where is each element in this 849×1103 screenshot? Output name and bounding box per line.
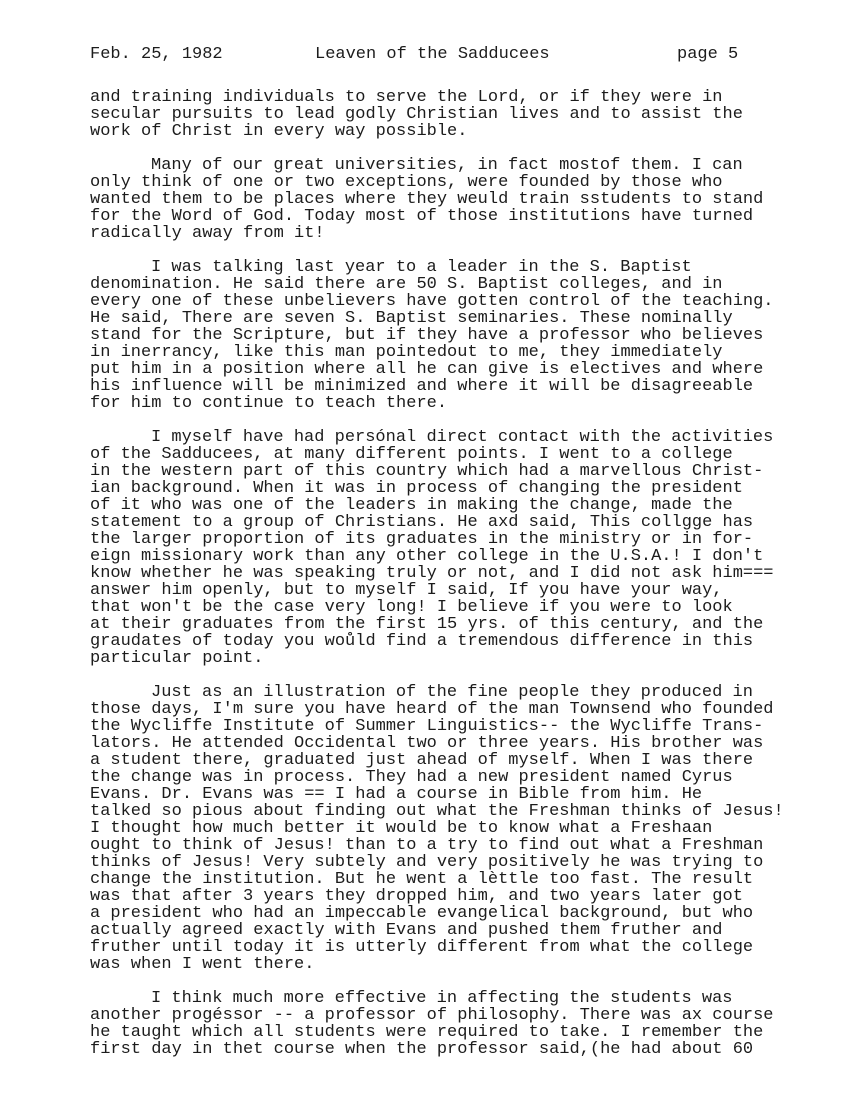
- text-line: was when I went there.: [90, 955, 315, 974]
- text-line: secular pursuits to lead godly Christian lives and to assist the: [90, 105, 743, 124]
- text-line: was that after 3 years they dropped him, and two years later got: [90, 887, 743, 906]
- text-line: work of Christ in every way possible.: [90, 122, 468, 141]
- text-line: graudates of today you woůld find a tremendous difference in this: [90, 632, 754, 651]
- header-date: Feb. 25, 1982: [90, 45, 223, 64]
- text-line: he taught which all students were required to take. I remember the: [90, 1023, 764, 1042]
- text-line: that won't be the case very long! I believe if you were to look: [90, 598, 733, 617]
- text-line: I was talking last year to a leader in the S. Baptist: [151, 258, 692, 277]
- text-line: He said, There are seven S. Baptist seminaries. These nominally: [90, 309, 733, 328]
- document-body: [90, 89, 784, 1075]
- text-line: know whether he was speaking truly or not, and I did not ask him===: [90, 564, 774, 583]
- text-line: statement to a group of Christians. He axd said, This collgge has: [90, 513, 754, 532]
- text-line: change the institution. But he went a lèttle too fast. The result: [90, 870, 754, 889]
- text-line: the Wycliffe Institute of Summer Linguistics-- the Wycliffe Trans-: [90, 717, 764, 736]
- text-line: talked so pious about finding out what the Freshman thinks of Jesus!: [90, 802, 784, 821]
- paragraph: [90, 259, 784, 412]
- text-line: the larger proportion of its graduates in the ministry or in for-: [90, 530, 754, 549]
- text-line: of it who was one of the leaders in making the change, made the: [90, 496, 733, 515]
- text-line: Just as an illustration of the fine people they produced in: [151, 683, 753, 702]
- text-line: fruther until today it is utterly different from what the college: [90, 938, 754, 957]
- text-line: for the Word of God. Today most of those institutions have turned: [90, 207, 754, 226]
- paragraph: [90, 429, 784, 667]
- paragraph: [90, 157, 784, 242]
- text-line: in inerrancy, like this man pointedout to me, they immediately: [90, 343, 723, 362]
- text-line: a student there, graduated just ahead of myself. When I was there: [90, 751, 754, 770]
- text-line: ian background. When it was in process of changing the president: [90, 479, 743, 498]
- text-line: the change was in process. They had a new president named Cyrus: [90, 768, 733, 787]
- text-line: thinks of Jesus! Very subtely and very positively he was trying to: [90, 853, 764, 872]
- text-line: for him to continue to teach there.: [90, 394, 448, 413]
- text-line: his influence will be minimized and where it will be disagreeable: [90, 377, 754, 396]
- text-line: first day in thet course when the professor said,(he had about 60: [90, 1040, 754, 1059]
- paragraph: [90, 990, 784, 1058]
- text-line: every one of these unbelievers have gotten control of the teaching.: [90, 292, 774, 311]
- text-line: radically away from it!: [90, 224, 325, 243]
- text-line: and training individuals to serve the Lord, or if they were in: [90, 88, 723, 107]
- paragraph: [90, 684, 784, 973]
- text-line: in the western part of this country which had a marvellous Christ-: [90, 462, 764, 481]
- header-title: Leaven of the Sadducees: [315, 45, 550, 64]
- text-line: at their graduates from the first 15 yrs. of this century, and the: [90, 615, 764, 634]
- text-line: actually agreed exactly with Evans and pushed them fruther and: [90, 921, 723, 940]
- text-line: Many of our great universities, in fact mostof them. I can: [151, 156, 743, 175]
- text-line: only think of one or two exceptions, were founded by those who: [90, 173, 723, 192]
- text-line: stand for the Scripture, but if they have a professor who believes: [90, 326, 764, 345]
- text-line: denomination. He said there are 50 S. Baptist colleges, and in: [90, 275, 723, 294]
- text-line: put him in a position where all he can give is electives and where: [90, 360, 764, 379]
- text-line: those days, I'm sure you have heard of the man Townsend who founded: [90, 700, 774, 719]
- text-line: answer him openly, but to myself I said, If you have your way,: [90, 581, 723, 600]
- header-page-number: page 5: [677, 45, 739, 64]
- text-line: another progéssor -- a professor of philosophy. There was ax course: [90, 1006, 774, 1025]
- text-line: I myself have had persónal direct contact with the activities: [151, 428, 774, 447]
- text-line: eign missionary work than any other college in the U.S.A.! I don't: [90, 547, 764, 566]
- text-line: wanted them to be places where they weuld train sstudents to stand: [90, 190, 764, 209]
- text-line: I thought how much better it would be to know what a Freshaan: [90, 819, 713, 838]
- text-line: I think much more effective in affecting the students was: [151, 989, 733, 1008]
- text-line: Evans. Dr. Evans was == I had a course in Bible from him. He: [90, 785, 703, 804]
- text-line: ought to think of Jesus! than to a try to find out what a Freshman: [90, 836, 764, 855]
- paragraph: [90, 89, 784, 140]
- text-line: of the Sadducees, at many different points. I went to a college: [90, 445, 733, 464]
- text-line: a president who had an impeccable evangelical background, but who: [90, 904, 754, 923]
- text-line: particular point.: [90, 649, 264, 668]
- text-line: lators. He attended Occidental two or three years. His brother was: [90, 734, 764, 753]
